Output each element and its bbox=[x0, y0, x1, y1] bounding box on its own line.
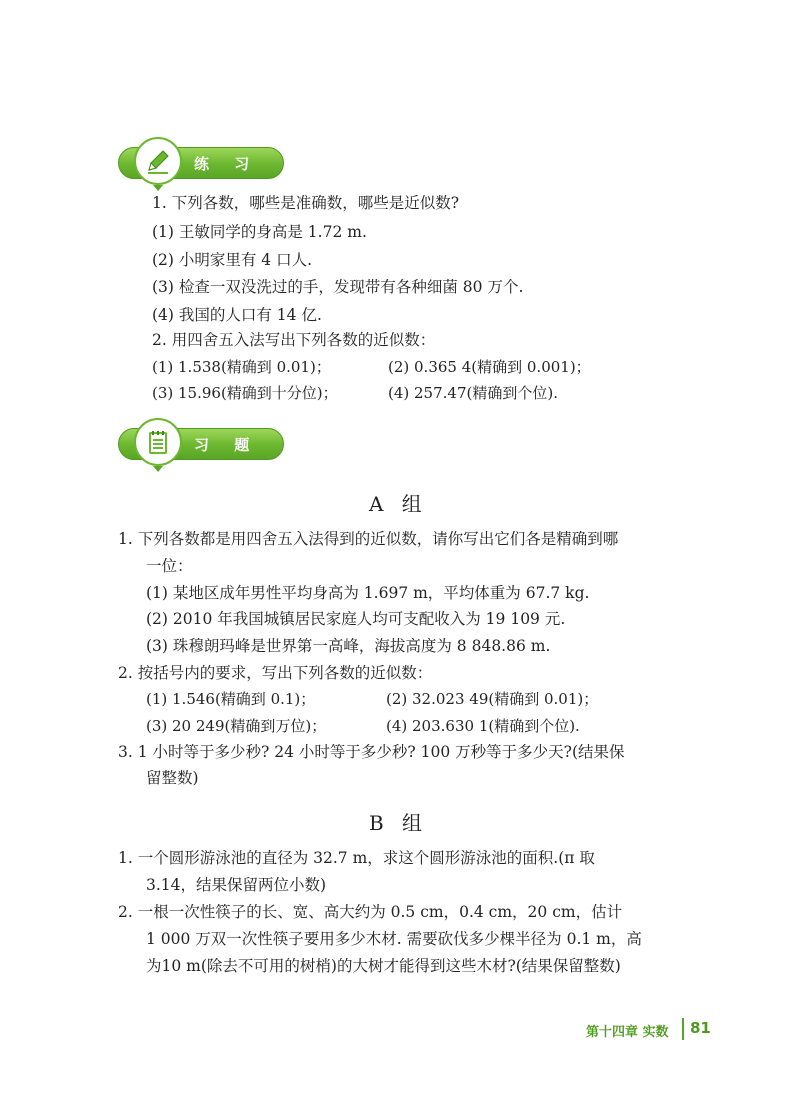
group-a-q2: 2. 按括号内的要求，写出下列各数的近似数： bbox=[118, 664, 433, 682]
footer-divider bbox=[682, 1018, 684, 1040]
exercise-arrow-icon bbox=[153, 466, 163, 472]
group-b-q1-cont: 3.14，结果保留两位小数) bbox=[146, 876, 327, 894]
practice-q1: 1. 下列各数，哪些是准确数，哪些是近似数? bbox=[152, 194, 460, 212]
group-a-q1-cont: 一位： bbox=[146, 557, 193, 575]
practice-icon-circle bbox=[134, 137, 182, 185]
group-a-title: A 组 bbox=[369, 492, 428, 516]
exercise-header bbox=[118, 418, 284, 468]
group-a-q3-cont: 留整数) bbox=[146, 769, 199, 787]
pencil-icon bbox=[144, 147, 172, 175]
group-a-q2-item1: (1) 1.546(精确到 0.1)； bbox=[146, 690, 316, 708]
practice-q1-item1: (1) 王敏同学的身高是 1.72 m. bbox=[152, 223, 367, 241]
group-a-q1-item3: (3) 珠穆朗玛峰是世界第一高峰，海拔高度为 8 848.86 m. bbox=[146, 637, 551, 655]
group-b-q2-cont1: 1 000 万双一次性筷子要用多少木材. 需要砍伐多少棵半径为 0.1 m，高 bbox=[146, 930, 642, 948]
group-b-q2-cont2: 为10 m(除去不可用的树梢)的大树才能得到这些木材?(结果保留整数) bbox=[146, 957, 621, 975]
practice-q1-item3: (3) 检查一双没洗过的手，发现带有各种细菌 80 万个. bbox=[152, 278, 524, 296]
group-b-title: B 组 bbox=[369, 811, 429, 835]
practice-header bbox=[118, 137, 284, 187]
practice-q1-item2: (2) 小明家里有 4 口人. bbox=[152, 251, 313, 269]
group-a-q2-item3: (3) 20 249(精确到万位)； bbox=[146, 717, 327, 735]
group-b-q1: 1. 一个圆形游泳池的直径为 32.7 m，求这个圆形游泳池的面积.(π 取 bbox=[118, 849, 595, 867]
group-b-q2: 2. 一根一次性筷子的长、宽、高大约为 0.5 cm，0.4 cm，20 cm，估计 bbox=[118, 903, 623, 921]
practice-q1-item4: (4) 我国的人口有 14 亿. bbox=[152, 306, 322, 324]
page-number: 81 bbox=[690, 1019, 711, 1037]
practice-q2-item3: (3) 15.96(精确到十分位)； bbox=[152, 384, 338, 402]
practice-q2-item2: (2) 0.365 4(精确到 0.001)； bbox=[388, 358, 591, 376]
practice-q2-item4: (4) 257.47(精确到个位). bbox=[388, 384, 558, 402]
practice-q2-item1: (1) 1.538(精确到 0.01)； bbox=[152, 358, 331, 376]
practice-header-label: 练 习 bbox=[194, 155, 260, 173]
practice-q2: 2. 用四舍五入法写出下列各数的近似数： bbox=[152, 331, 436, 349]
group-a-q2-item2: (2) 32.023 49(精确到 0.01)； bbox=[386, 690, 599, 708]
practice-arrow-icon bbox=[153, 185, 163, 191]
exercise-header-label: 习 题 bbox=[194, 436, 260, 454]
exercise-icon-circle bbox=[134, 418, 182, 466]
group-a-q1-item1: (1) 某地区成年男性平均身高为 1.697 m，平均体重为 67.7 kg. bbox=[146, 584, 590, 602]
group-a-q1: 1. 下列各数都是用四舍五入法得到的近似数，请你写出它们各是精确到哪 bbox=[118, 530, 619, 548]
group-a-q2-item4: (4) 203.630 1(精确到个位). bbox=[386, 717, 580, 735]
group-a-q3: 3. 1 小时等于多少秒? 24 小时等于多少秒? 100 万秒等于多少天?(结果保 bbox=[118, 743, 625, 761]
group-a-q1-item2: (2) 2010 年我国城镇居民家庭人均可支配收入为 19 109 元. bbox=[146, 610, 566, 628]
footer-chapter: 第十四章 实数 bbox=[586, 1025, 669, 1040]
notepad-icon bbox=[144, 428, 172, 456]
